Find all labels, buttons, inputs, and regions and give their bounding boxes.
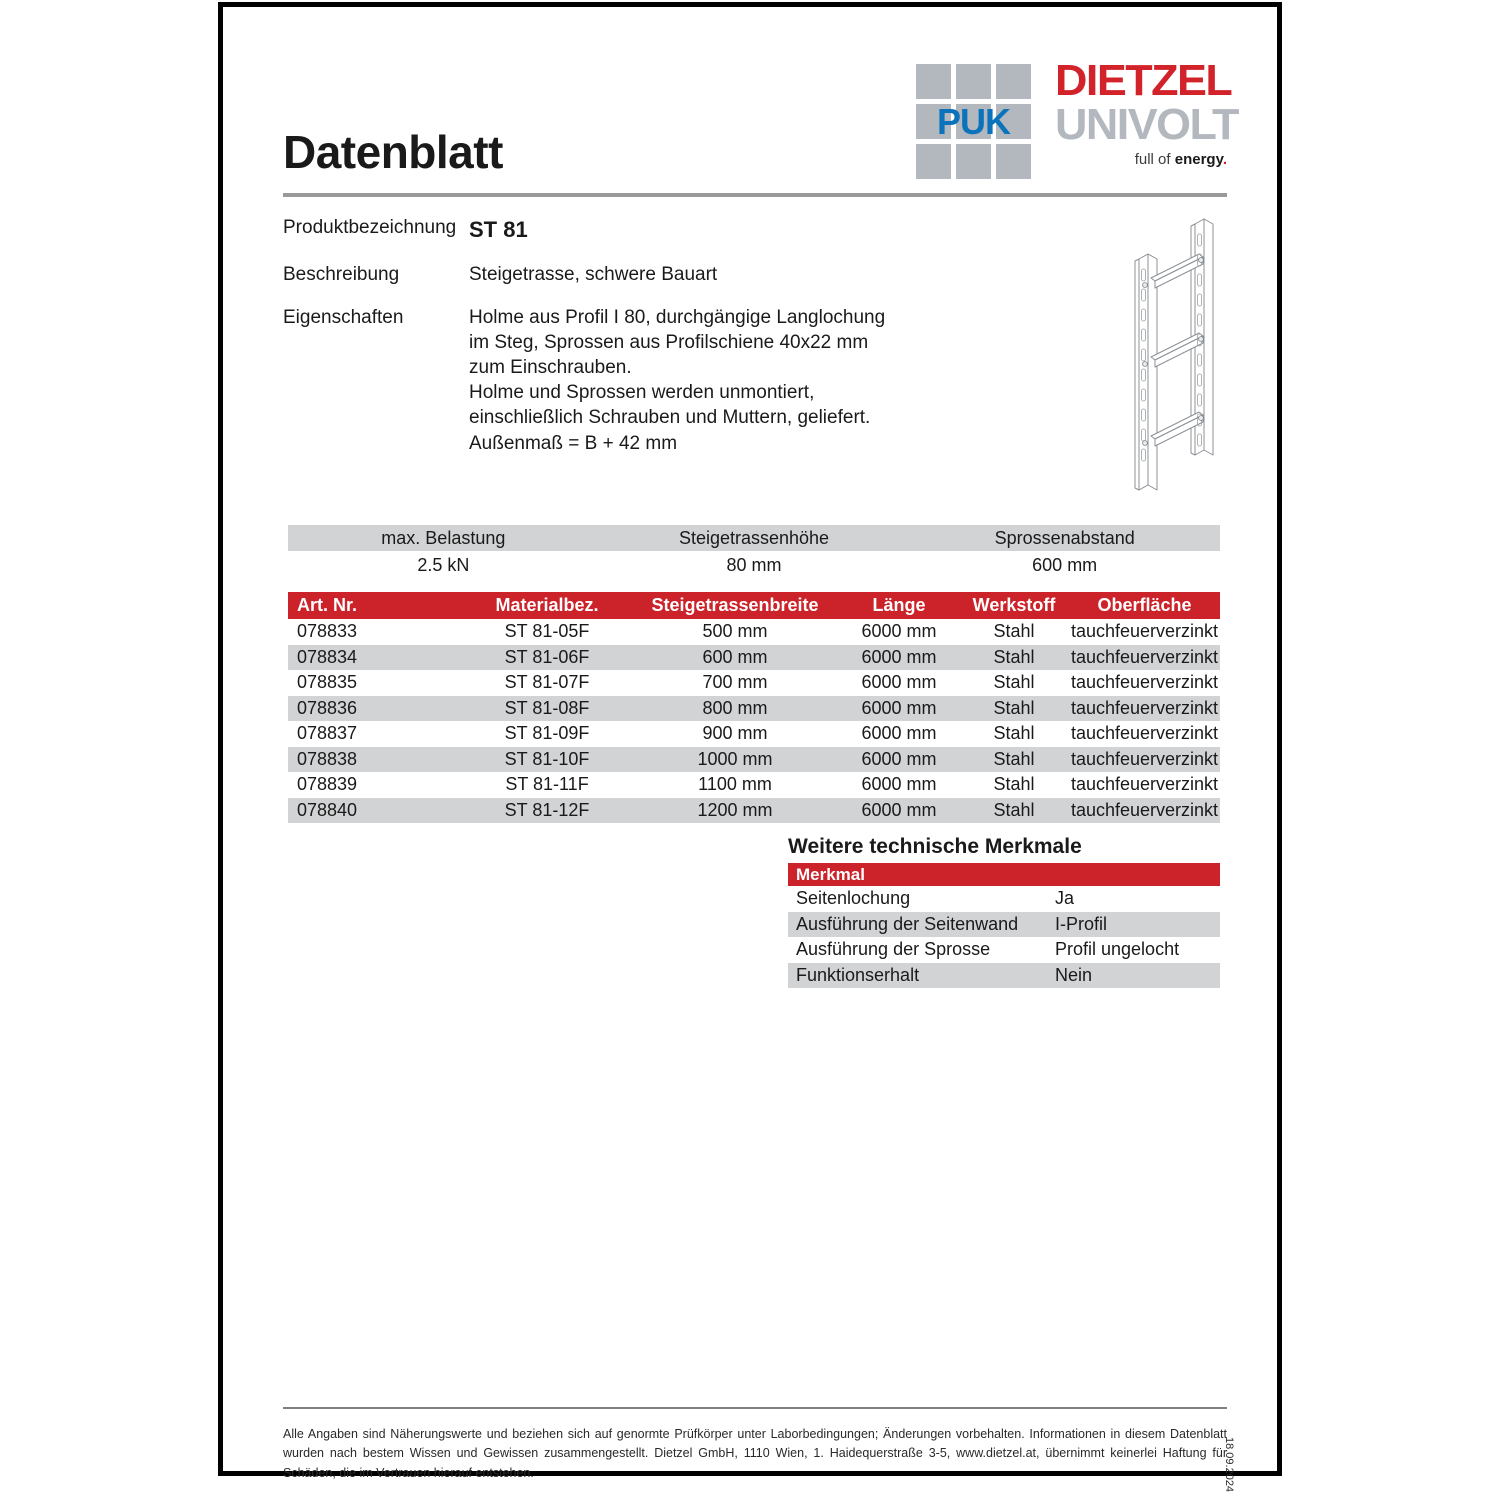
cell-breite: 900 mm — [702, 723, 768, 744]
puk-tile — [956, 64, 991, 99]
cell-werkstoff: Stahl — [959, 696, 1069, 722]
info-value-properties — [469, 305, 885, 455]
cell-breite: 1000 mm — [631, 747, 839, 773]
cell-oberflaeche: tauchfeuerverzinkt — [1069, 645, 1220, 671]
cell-breite: 800 mm — [631, 696, 839, 722]
cell-feature-name: Ausführung der Seitenwand — [788, 912, 1045, 938]
column-header-breite: Steigetrassenbreite — [631, 592, 839, 619]
info-value-product-name: ST 81 — [469, 217, 528, 242]
datasheet-page — [218, 2, 1282, 1492]
cell-art-nr: 078834 — [288, 645, 463, 671]
puk-wordmark: PUK — [936, 100, 1010, 142]
cell-feature-name: Seitenlochung — [796, 888, 911, 909]
table-row — [288, 696, 1220, 722]
table-row — [288, 798, 1220, 824]
cell-laenge: 6000 mm — [839, 696, 959, 722]
spec-value-cell: 2.5 kN — [417, 555, 470, 575]
info-row-beschreibung — [283, 262, 923, 287]
cell-materialbez: ST 81-09F — [504, 723, 590, 744]
table-row — [288, 721, 1220, 747]
cell-oberflaeche: tauchfeuerverzinkt — [1070, 723, 1219, 744]
table-row — [288, 645, 1220, 671]
dietzel-wordmark: DIETZEL — [1055, 56, 1232, 105]
column-header-art-nr: Art. Nr. — [288, 592, 463, 619]
brand-tagline — [1055, 152, 1227, 167]
puk-logo — [916, 64, 1031, 179]
property-line: Holme und Sprossen werden unmontiert, — [469, 382, 815, 404]
property-line: im Steg, Sprossen aus Profilschiene 40x22 mm — [469, 332, 869, 354]
table-header-row — [788, 863, 1220, 886]
cell-art-nr: 078840 — [288, 798, 463, 824]
cell-breite: 600 mm — [631, 645, 839, 671]
puk-tile — [996, 64, 1031, 99]
cell-feature-name: Funktionserhalt — [788, 963, 1045, 989]
cell-laenge: 6000 mm — [839, 747, 959, 773]
cell-feature-value: Profil ungelocht — [1055, 939, 1180, 960]
cell-breite: 500 mm — [702, 621, 768, 642]
features-table-body — [788, 886, 1220, 988]
cell-oberflaeche: tauchfeuerverzinkt — [1070, 774, 1219, 795]
cell-breite: 1100 mm — [698, 774, 772, 795]
cell-materialbez: ST 81-12F — [463, 798, 631, 824]
column-header-materialbez: Materialbez. — [463, 592, 631, 619]
article-table — [288, 592, 1220, 823]
cell-materialbez: ST 81-06F — [463, 645, 631, 671]
features-section-title: Weitere technische Merkmale — [788, 835, 1082, 858]
cell-feature-value: Ja — [1055, 888, 1075, 909]
page-title: Datenblatt — [283, 126, 503, 178]
table-row — [788, 937, 1220, 963]
cell-oberflaeche: tauchfeuerverzinkt — [1069, 798, 1220, 824]
property-line: Holme aus Profil I 80, durchgängige Langlochung — [469, 307, 886, 329]
further-features-section — [788, 835, 1220, 988]
article-table-head — [288, 592, 1220, 619]
info-value-description: Steigetrasse, schwere Bauart — [469, 264, 718, 286]
table-row — [788, 963, 1220, 989]
cell-art-nr: 078838 — [288, 747, 463, 773]
cell-werkstoff: Stahl — [993, 723, 1035, 744]
property-line: Außenmaß = B + 42 mm — [469, 432, 678, 454]
cell-art-nr: 078833 — [297, 621, 358, 642]
footer-divider — [283, 1407, 1227, 1409]
page-header — [283, 52, 1238, 197]
cell-oberflaeche: tauchfeuerverzinkt — [1069, 747, 1220, 773]
cable-ladder-illustration — [1103, 202, 1253, 492]
cell-werkstoff: Stahl — [959, 798, 1069, 824]
info-label: Produktbezeichnung — [283, 217, 457, 238]
tagline-bold: energy — [1174, 150, 1223, 168]
cell-werkstoff: Stahl — [959, 747, 1069, 773]
spec-value-cell: 600 mm — [1032, 555, 1098, 575]
tagline-light: full of — [1134, 150, 1175, 168]
features-table — [788, 863, 1220, 988]
footer-disclaimer: Alle Angaben sind Näherungswerte und beziehen sich auf genormte Prüfkörper unter Laborbedingungen; Änderungen vorbehalten. Informationen in diesem Datenblatt wurden nach bestem Wissen und Gewissen zusammengestellt. Dietzel GmbH, 1110 Wien, 1. Haidequerstraße 3-5, www.dietzel.at, übernimmt keinerlei Haftung für Schäden, die im Vertrauen hierauf entstehen. — [283, 1427, 1227, 1480]
features-table-head — [788, 863, 1220, 886]
column-header-oberflaeche: Oberfläche — [1069, 592, 1220, 619]
table-row — [788, 886, 1220, 912]
spec-header-cell: max. Belastung — [381, 528, 506, 548]
cell-breite: 700 mm — [702, 672, 768, 693]
table-row — [288, 670, 1220, 696]
cell-laenge: 6000 mm — [861, 672, 937, 693]
cell-art-nr: 078837 — [297, 723, 358, 744]
cell-breite: 1200 mm — [631, 798, 839, 824]
info-row-eigenschaften — [283, 305, 923, 455]
info-label: Eigenschaften — [283, 307, 404, 329]
cell-feature-value: I-Profil — [1045, 912, 1220, 938]
table-row — [288, 772, 1220, 798]
column-header-merkmal: Merkmal — [788, 863, 1220, 886]
header-divider — [283, 193, 1227, 197]
spec-summary-header-row — [288, 525, 1220, 551]
cell-werkstoff: Stahl — [993, 621, 1035, 642]
cell-oberflaeche: tauchfeuerverzinkt — [1070, 672, 1219, 693]
spec-header-cell: Sprossenabstand — [994, 528, 1135, 548]
cell-materialbez: ST 81-05F — [504, 621, 590, 642]
cell-art-nr: 078839 — [297, 774, 358, 795]
cell-materialbez: ST 81-08F — [463, 696, 631, 722]
table-row — [788, 912, 1220, 938]
product-info-block — [283, 215, 923, 474]
cell-materialbez: ST 81-10F — [463, 747, 631, 773]
tagline-dot: . — [1222, 150, 1227, 168]
cell-materialbez: ST 81-11F — [505, 774, 589, 795]
univolt-wordmark: UNIVOLT — [1055, 99, 1238, 149]
cell-feature-value: Nein — [1045, 963, 1220, 989]
column-header-werkstoff: Werkstoff — [959, 592, 1069, 619]
puk-tile — [996, 144, 1031, 179]
info-label: Beschreibung — [283, 264, 400, 286]
cell-laenge: 6000 mm — [861, 723, 937, 744]
cell-art-nr: 078836 — [288, 696, 463, 722]
info-row-produktbezeichnung — [283, 215, 923, 244]
article-table-body — [288, 619, 1220, 823]
cell-laenge: 6000 mm — [861, 774, 937, 795]
spec-summary-table — [288, 525, 1220, 579]
puk-tile — [956, 144, 991, 179]
property-line: zum Einschrauben. — [469, 357, 632, 379]
cell-feature-name: Ausführung der Sprosse — [796, 939, 991, 960]
cell-werkstoff: Stahl — [993, 672, 1035, 693]
spec-header-cell: Steigetrassenhöhe — [678, 528, 830, 548]
table-header-row — [288, 592, 1220, 619]
spec-value-cell: 80 mm — [726, 555, 782, 575]
cell-laenge: 6000 mm — [839, 798, 959, 824]
footer-revision-date: 18.09.2024 — [1223, 1436, 1235, 1492]
cable-ladder-isometric-icon — [1103, 202, 1253, 492]
cell-art-nr: 078835 — [297, 672, 358, 693]
cell-oberflaeche: tauchfeuerverzinkt — [1070, 621, 1219, 642]
cell-laenge: 6000 mm — [861, 621, 937, 642]
table-row — [288, 747, 1220, 773]
dietzel-univolt-logo — [1055, 56, 1238, 182]
puk-tile — [916, 64, 951, 99]
cell-laenge: 6000 mm — [839, 645, 959, 671]
property-line: einschließlich Schrauben und Muttern, geliefert. — [469, 407, 871, 429]
cell-materialbez: ST 81-07F — [504, 672, 590, 693]
column-header-laenge: Länge — [839, 592, 959, 619]
table-row — [288, 619, 1220, 645]
cell-oberflaeche: tauchfeuerverzinkt — [1069, 696, 1220, 722]
cell-werkstoff: Stahl — [959, 645, 1069, 671]
cell-werkstoff: Stahl — [993, 774, 1035, 795]
puk-tile — [916, 144, 951, 179]
spec-summary-value-row — [288, 551, 1220, 579]
